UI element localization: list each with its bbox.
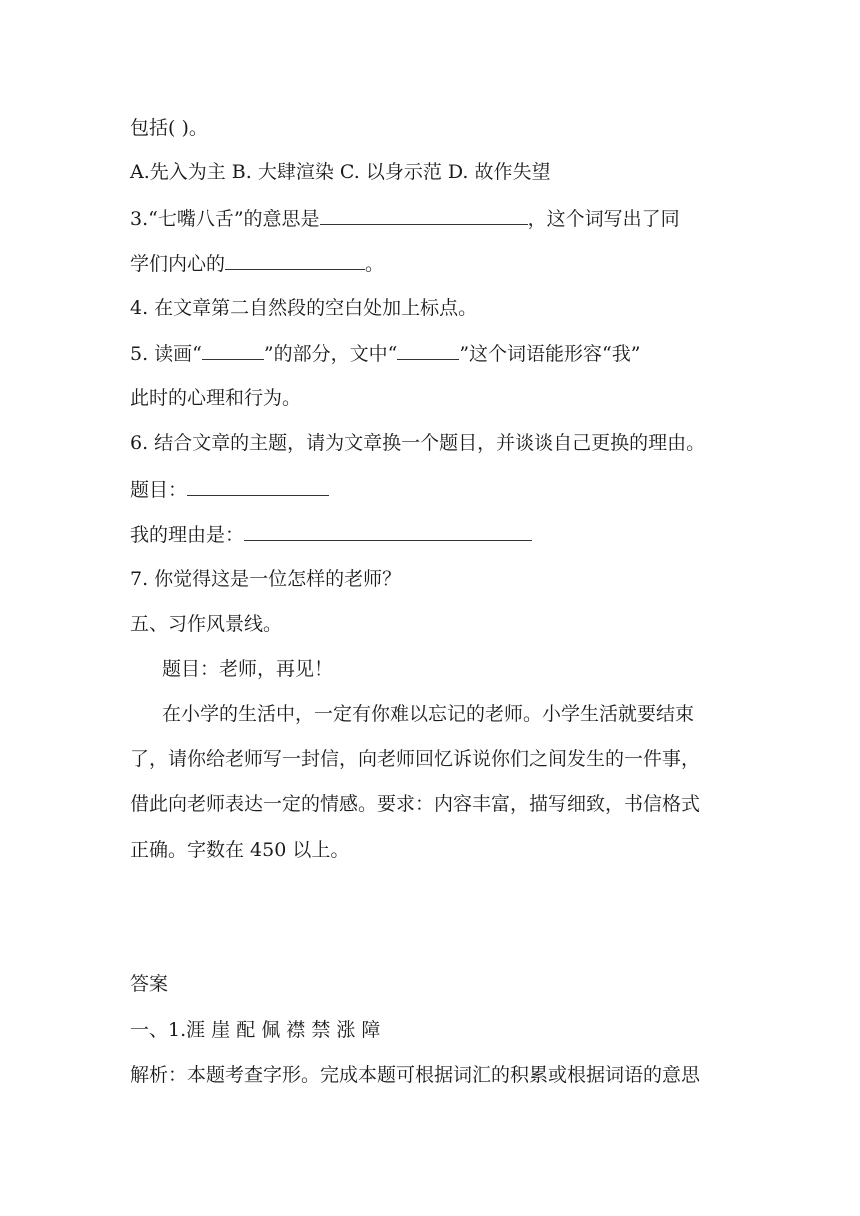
essay-prompt-line-3: 借此向老师表达一定的情感。要求：内容丰富，描写细致，书信格式 bbox=[130, 793, 701, 815]
question-5-prompt: 5. 读画“ bbox=[130, 343, 202, 365]
answer-blank[interactable] bbox=[187, 477, 329, 496]
question-5-line-2: 此时的心理和行为。 bbox=[130, 387, 302, 409]
answer-blank[interactable] bbox=[244, 522, 532, 541]
question-options: A.先入为主 B. 大肆渲染 C. 以身示范 D. 故作失望 bbox=[130, 161, 551, 183]
essay-prompt-line-2: 了，请你给老师写一封信，向老师回忆诉说你们之间发生的一件事， bbox=[130, 748, 701, 770]
question-3-line-2 bbox=[130, 251, 384, 276]
question-5-middle: ”的部分，文中“ bbox=[263, 343, 398, 365]
answer-blank[interactable] bbox=[320, 206, 528, 225]
answer-blank[interactable] bbox=[397, 341, 459, 360]
answer-explanation: 解析：本题考查字形。完成本题可根据词汇的积累或根据词语的意思 bbox=[130, 1064, 701, 1086]
question-3-continuation: 学们内心的 bbox=[130, 253, 226, 275]
answer-blank[interactable] bbox=[202, 341, 264, 360]
essay-title: 题目：老师，再见！ bbox=[162, 658, 334, 680]
reason-label: 我的理由是： bbox=[130, 524, 245, 546]
question-3-line-1 bbox=[130, 206, 680, 231]
title-label: 题目： bbox=[130, 479, 188, 501]
question-7: 7. 你觉得这是一位怎样的老师？ bbox=[130, 568, 402, 590]
question-3-tail: ，这个词写出了同 bbox=[527, 208, 680, 230]
reason-answer-line bbox=[130, 522, 532, 547]
question-4: 4. 在文章第二自然段的空白处加上标点。 bbox=[130, 297, 478, 319]
question-5-tail: ”这个词语能形容“我” bbox=[459, 343, 641, 365]
question-3-prompt: 3.“七嘴八舌”的意思是 bbox=[130, 208, 320, 230]
essay-prompt-line-4: 正确。字数在 450 以上。 bbox=[130, 839, 350, 861]
question-6: 6. 结合文章的主题，请为文章换一个题目，并谈谈自己更换的理由。 bbox=[130, 432, 706, 454]
question-5-line-1 bbox=[130, 341, 640, 366]
question-continuation: 包括( )。 bbox=[130, 117, 208, 139]
section-heading: 五、习作风景线。 bbox=[130, 613, 283, 635]
answer-1: 一、1.涯 崖 配 佩 襟 禁 涨 障 bbox=[130, 1019, 381, 1041]
answer-heading: 答案 bbox=[130, 973, 169, 995]
question-3-end: 。 bbox=[365, 253, 385, 275]
answer-blank[interactable] bbox=[225, 251, 365, 270]
title-answer-line bbox=[130, 477, 329, 502]
essay-prompt-line-1: 在小学的生活中，一定有你难以忘记的老师。小学生活就要结束 bbox=[162, 703, 695, 725]
